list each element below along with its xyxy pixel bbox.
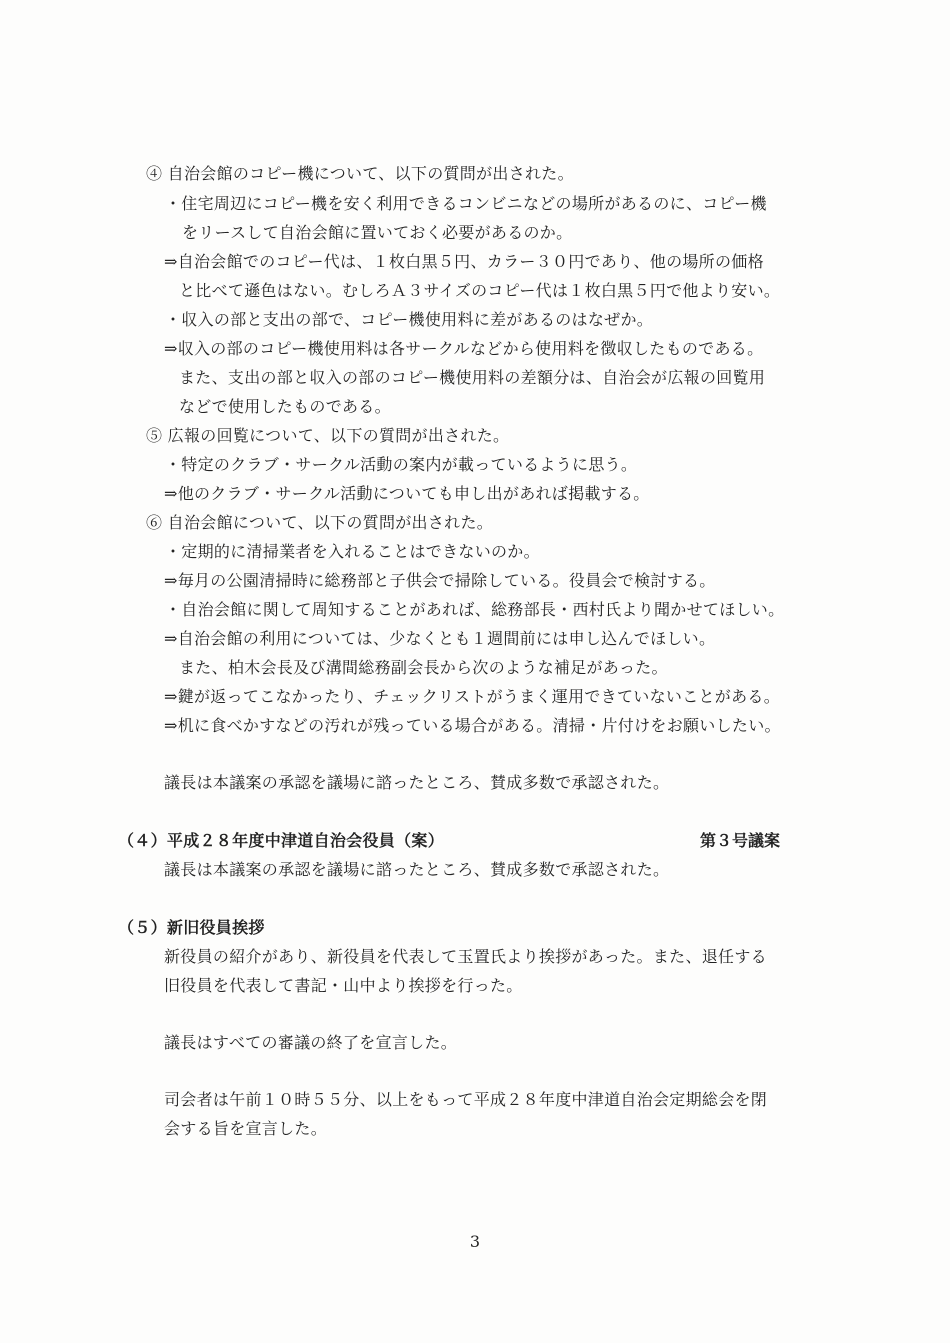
approval-statement: 議長は本議案の承認を議場に諮ったところ、賛成多数で承認された。 bbox=[164, 773, 670, 792]
item-6-question-2: ・自治会館に関して周知することがあれば、総務部長・西村氏より聞かせてほしい。 bbox=[165, 600, 785, 619]
closing-declaration: 議長はすべての審議の終了を宣言した。 bbox=[164, 1033, 458, 1052]
item-4-answer-2c: などで使用したものである。 bbox=[179, 397, 391, 416]
item-4-answer-2b: また、支出の部と収入の部のコピー機使用料の差額分は、自治会が広報の回覧用 bbox=[179, 368, 766, 387]
closing-statement-1: 司会者は午前１０時５５分、以上をもって平成２８年度中津道自治会定期総会を閉 bbox=[164, 1090, 768, 1109]
item-5-answer: ⇒他のクラブ・サークル活動についても申し出があれば掲載する。 bbox=[164, 484, 650, 503]
closing-statement-2: 会する旨を宣言した。 bbox=[164, 1119, 328, 1138]
item-5-question: ・特定のクラブ・サークル活動の案内が載っているように思う。 bbox=[165, 455, 638, 474]
agenda-5-body-1: 新役員の紹介があり、新役員を代表して玉置氏より挨拶があった。また、退任する bbox=[164, 947, 767, 966]
agenda-4-approval: 議長は本議案の承認を議場に諮ったところ、賛成多数で承認された。 bbox=[164, 860, 670, 879]
item-6-supplement-1: ⇒鍵が返ってこなかったり、チェックリストがうまく運用できていないことがある。 bbox=[164, 687, 781, 706]
agenda-4-heading: （４）平成２８年度中津道自治会役員（案） bbox=[118, 831, 445, 850]
item-4-question-1a: ・住宅周辺にコピー機を安く利用できるコンビニなどの場所があるのに、コピー機 bbox=[165, 194, 767, 213]
item-5-heading: ⑤ 広報の回覧について、以下の質問が出された。 bbox=[146, 426, 510, 445]
item-4-question-1b: をリースして自治会館に置いておく必要があるのか。 bbox=[182, 223, 573, 242]
item-6-answer-2: ⇒自治会館の利用については、少なくとも１週間前には申し込んでほしい。 bbox=[164, 629, 716, 648]
item-4-answer-1a: ⇒自治会館でのコピー代は、１枚白黒５円、カラー３０円であり、他の場所の価格 bbox=[164, 252, 764, 271]
item-4-answer-1b: と比べて遜色はない。むしろＡ３サイズのコピー代は１枚白黒５円で他より安い。 bbox=[179, 281, 781, 300]
item-6-supplement: また、柏木会長及び溝間総務副会長から次のような補足があった。 bbox=[179, 658, 668, 677]
agenda-5-heading: （５）新旧役員挨拶 bbox=[118, 918, 265, 937]
agenda-5-body-2: 旧役員を代表して書記・山中より挨拶を行った。 bbox=[164, 976, 523, 995]
item-6-question-1: ・定期的に清掃業者を入れることはできないのか。 bbox=[165, 542, 540, 561]
item-6-heading: ⑥ 自治会館について、以下の質問が出された。 bbox=[146, 513, 494, 532]
page-number: 3 bbox=[469, 1232, 481, 1251]
agenda-4-bill-number: 第３号議案 bbox=[700, 831, 781, 850]
item-6-answer-1: ⇒毎月の公園清掃時に総務部と子供会で掃除している。役員会で検討する。 bbox=[164, 571, 716, 590]
item-4-heading: ④ 自治会館のコピー機について、以下の質問が出された。 bbox=[146, 164, 574, 183]
item-6-supplement-2: ⇒机に食べかすなどの汚れが残っている場合がある。清掃・片付けをお願いしたい。 bbox=[164, 716, 781, 735]
item-4-answer-2a: ⇒収入の部のコピー機使用料は各サークルなどから使用料を徴収したものである。 bbox=[164, 339, 764, 358]
item-4-question-2: ・収入の部と支出の部で、コピー機使用料に差があるのはなぜか。 bbox=[165, 310, 654, 329]
